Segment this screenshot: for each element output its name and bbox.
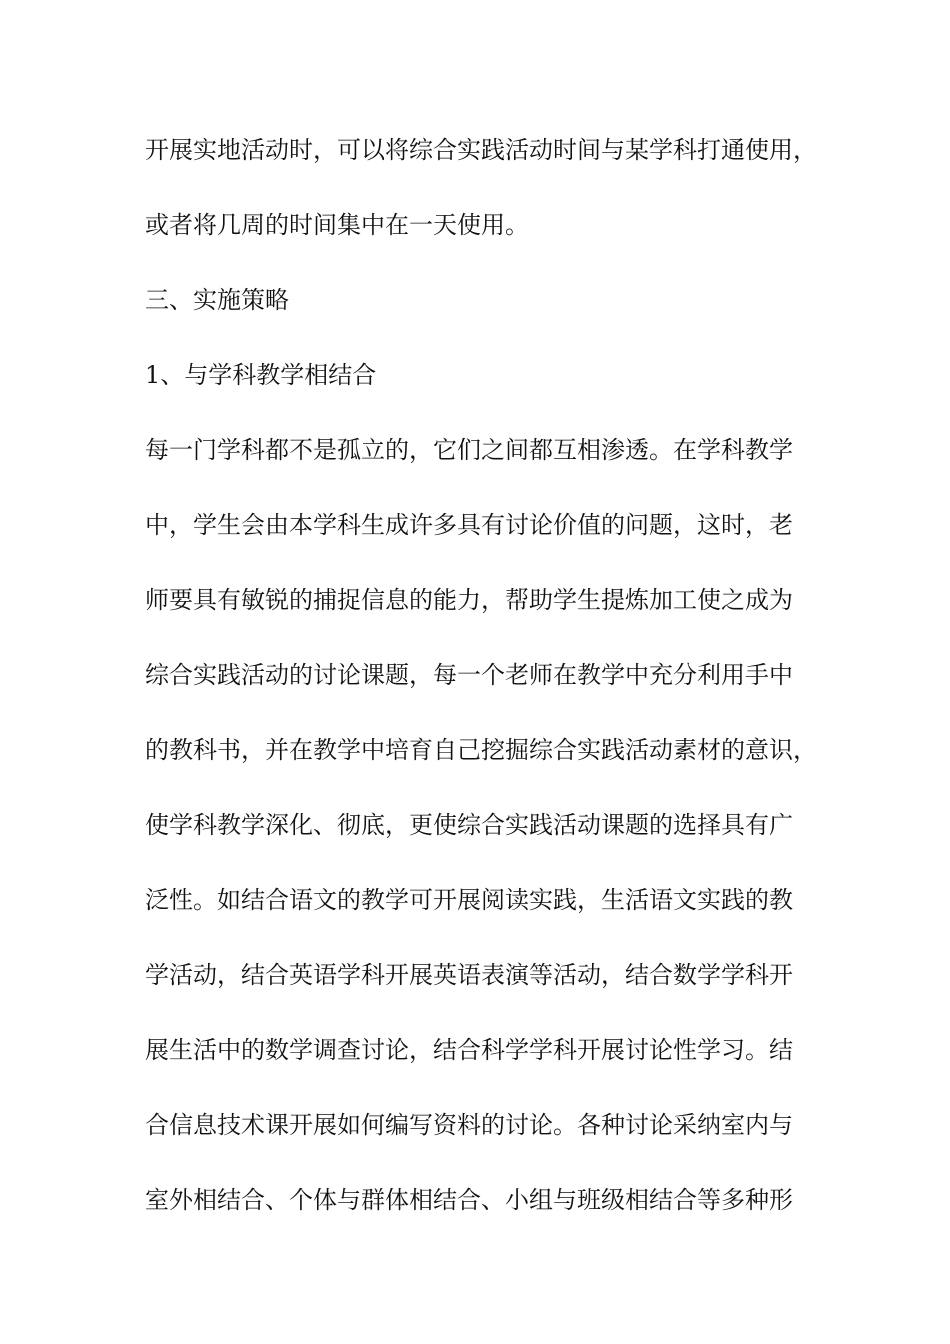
paragraph-line: 学活动，结合英语学科开展英语表演等活动，结合数学学科开 <box>145 961 793 989</box>
paragraph-line: 或者将几周的时间集中在一天使用。 <box>145 211 529 239</box>
paragraph-line: 合信息技术课开展如何编写资料的讨论。各种讨论采纳室内与 <box>145 1111 793 1139</box>
paragraph-line: 中，学生会由本学科生成许多具有讨论价值的问题，这时，老 <box>145 511 793 539</box>
subsection-heading: 1、与学科教学相结合 <box>145 361 377 389</box>
paragraph-line: 综合实践活动的讨论课题，每一个老师在教学中充分利用手中 <box>145 661 793 689</box>
paragraph-line: 使学科教学深化、彻底，更使综合实践活动课题的选择具有广 <box>145 811 793 839</box>
paragraph-line: 的教科书，并在教学中培育自己挖掘综合实践活动素材的意识， <box>145 736 817 764</box>
section-heading: 三、实施策略 <box>145 286 289 314</box>
paragraph-line: 开展实地活动时，可以将综合实践活动时间与某学科打通使用， <box>145 136 817 164</box>
paragraph-line: 室外相结合、个体与群体相结合、小组与班级相结合等多种形 <box>145 1186 793 1214</box>
paragraph-line: 师要具有敏锐的捕捉信息的能力，帮助学生提炼加工使之成为 <box>145 586 793 614</box>
paragraph-line: 泛性。如结合语文的教学可开展阅读实践，生活语文实践的教 <box>145 886 793 914</box>
paragraph-line: 每一门学科都不是孤立的，它们之间都互相渗透。在学科教学 <box>145 436 793 464</box>
paragraph-line: 展生活中的数学调查讨论，结合科学学科开展讨论性学习。结 <box>145 1036 793 1064</box>
